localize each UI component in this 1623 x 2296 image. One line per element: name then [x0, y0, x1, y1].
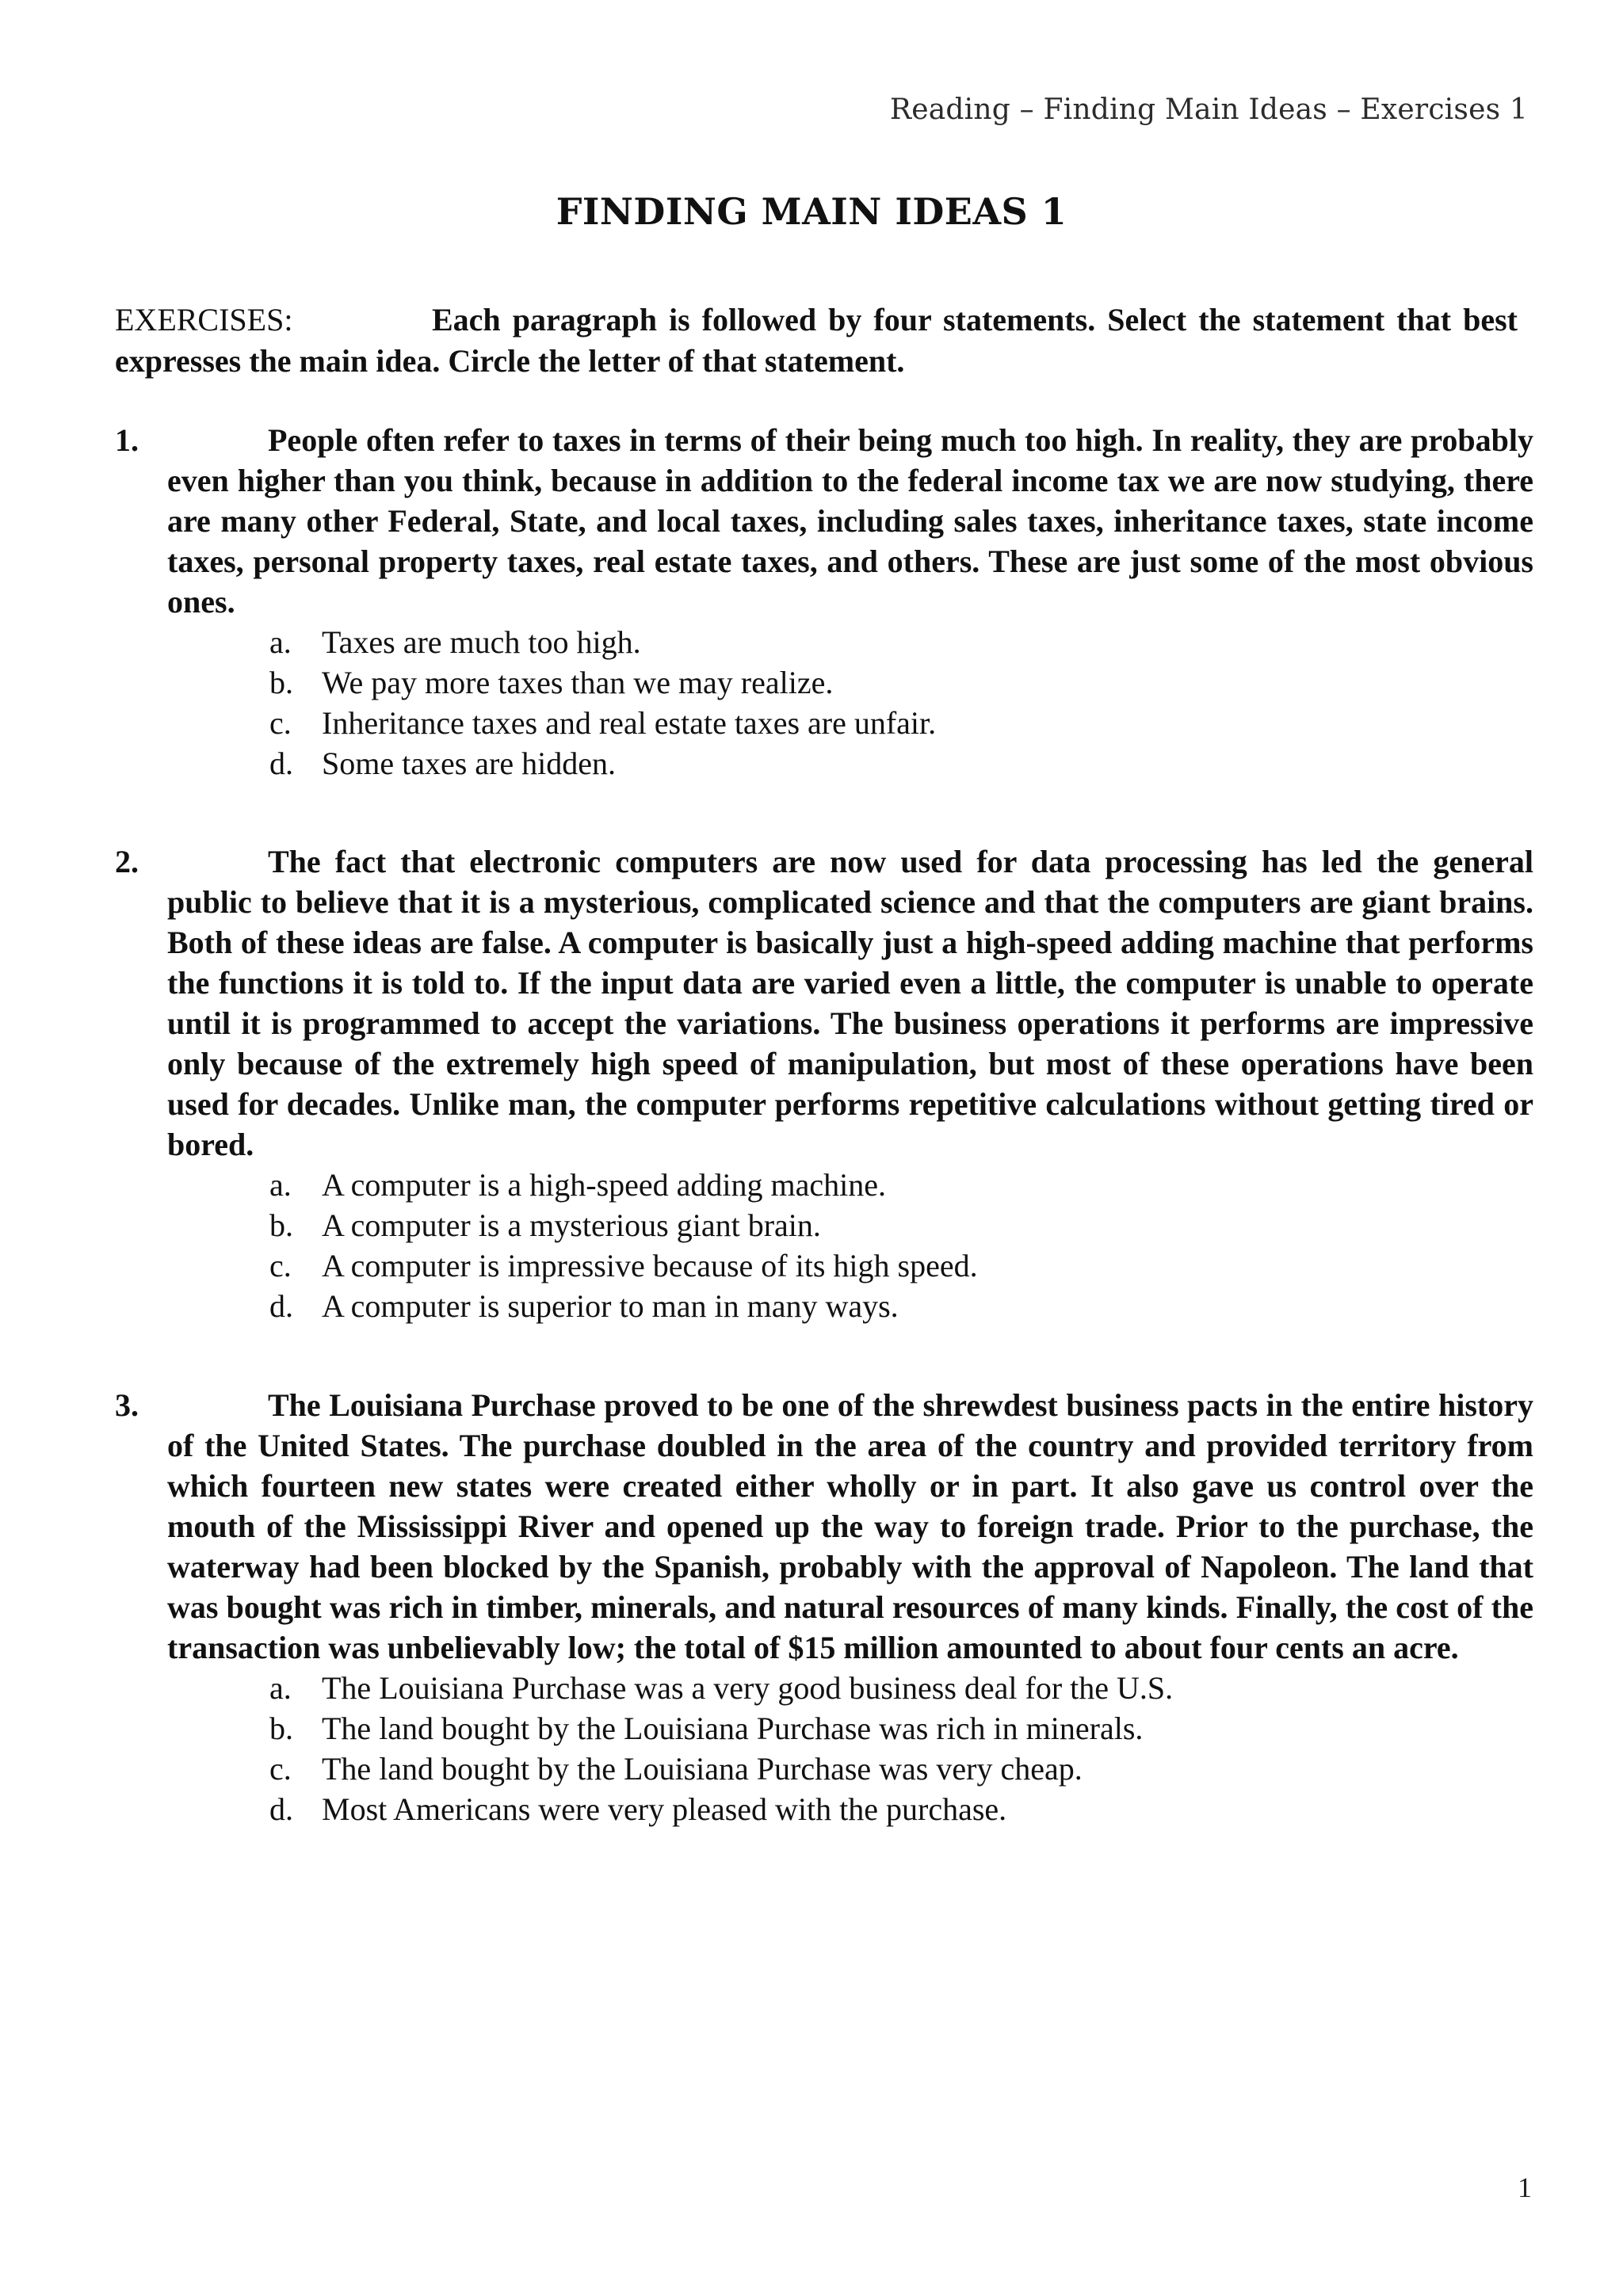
- option-a[interactable]: [269, 1668, 1533, 1708]
- option-letter: a.: [269, 1167, 292, 1203]
- option-text: A computer is impressive because of its high speed.: [322, 1248, 978, 1283]
- option-letter: c.: [269, 705, 292, 741]
- question-text: The Louisiana Purchase proved to be one of the shrewdest business pacts in the entire history of the United States. The purchase doubled in the area of the country and provided territory from which fourteen new states were created either wholly or in part. It also gave us control over the mouth of the Mississippi River and opened up the way to foreign trade. Prior to the purchase, the waterway had been blocked by the Spanish, probably with the approval of Napoleon. The land that was bought was rich in timber, minerals, and natural resources of many kinds. Finally, the cost of the transaction was unbelievably low; the total of $15 million amounted to about four cents an acre.: [167, 1387, 1533, 1665]
- option-text: A computer is a mysterious giant brain.: [322, 1207, 821, 1243]
- answer-options: [269, 1165, 1533, 1326]
- question-1: [115, 420, 1533, 784]
- question-number: 2.: [115, 844, 139, 879]
- option-letter: c.: [269, 1751, 292, 1787]
- option-letter: a.: [269, 624, 292, 660]
- question-text: The fact that electronic computers are now used for data processing has led the general public to believe that it is a mysterious, complicated science and that the computers are giant brains. Both of these ideas are false. A computer is basically just a high-speed adding machine that performs the functions it is told to. If the input data are varied even a little, the computer is unable to operate until it is programmed to accept the variations. The business operations it performs are impressive only because of the extremely high speed of manipulation, but most of these operations have been used for decades. Unlike man, the computer performs repetitive calculations without getting tired or bored.: [167, 844, 1533, 1162]
- instructions-label: EXERCISES:: [115, 302, 293, 338]
- option-b[interactable]: [269, 1708, 1533, 1749]
- option-d[interactable]: [269, 1789, 1533, 1829]
- question-paragraph: [115, 841, 1533, 1165]
- option-letter: b.: [269, 1207, 293, 1243]
- option-a[interactable]: [269, 1165, 1533, 1205]
- answer-options: [269, 1668, 1533, 1829]
- option-text: Inheritance taxes and real estate taxes are unfair.: [322, 705, 937, 741]
- option-text: Some taxes are hidden.: [322, 746, 616, 781]
- option-c[interactable]: [269, 703, 1533, 743]
- option-text: The land bought by the Louisiana Purchase was very cheap.: [322, 1751, 1083, 1787]
- question-number: 1.: [115, 422, 139, 458]
- option-c[interactable]: [269, 1245, 1533, 1286]
- option-b[interactable]: [269, 1205, 1533, 1245]
- question-2: [115, 841, 1533, 1326]
- question-3: [115, 1385, 1533, 1829]
- option-d[interactable]: [269, 743, 1533, 784]
- page-number: 1: [1518, 2172, 1532, 2203]
- question-text: People often refer to taxes in terms of their being much too high. In reality, they are probably even higher than you think, because in addition to the federal income tax we are now studying, there are many other Federal, State, and local taxes, including sales taxes, inheritance taxes, state income taxes, personal property taxes, real estate taxes, and others. These are just some of the most obvious ones.: [167, 422, 1533, 620]
- option-letter: c.: [269, 1248, 292, 1283]
- option-text: The Louisiana Purchase was a very good business deal for the U.S.: [322, 1670, 1174, 1706]
- option-d[interactable]: [269, 1286, 1533, 1326]
- exercise-instructions: [115, 299, 1518, 382]
- option-letter: b.: [269, 1711, 293, 1746]
- option-text: Most Americans were very pleased with the purchase.: [322, 1791, 1007, 1827]
- answer-options: [269, 622, 1533, 784]
- option-c[interactable]: [269, 1749, 1533, 1789]
- option-text: The land bought by the Louisiana Purchase was rich in minerals.: [322, 1711, 1144, 1746]
- option-letter: d.: [269, 1288, 293, 1324]
- instructions-text: Each paragraph is followed by four statements. Select the statement that best expresses the main idea. Circle the letter of that statement.: [115, 302, 1518, 379]
- page-title: FINDING MAIN IDEAS 1: [556, 190, 1067, 233]
- option-text: A computer is superior to man in many ways.: [322, 1288, 899, 1324]
- option-a[interactable]: [269, 622, 1533, 662]
- option-letter: a.: [269, 1670, 292, 1706]
- option-letter: d.: [269, 746, 293, 781]
- option-text: A computer is a high-speed adding machine.: [322, 1167, 887, 1203]
- question-number: 3.: [115, 1387, 139, 1423]
- question-paragraph: [115, 420, 1533, 622]
- option-b[interactable]: [269, 662, 1533, 703]
- option-text: Taxes are much too high.: [322, 624, 641, 660]
- question-paragraph: [115, 1385, 1533, 1668]
- option-letter: d.: [269, 1791, 293, 1827]
- option-text: We pay more taxes than we may realize.: [322, 665, 834, 700]
- running-header: Reading – Finding Main Ideas – Exercises 1: [889, 93, 1528, 126]
- option-letter: b.: [269, 665, 293, 700]
